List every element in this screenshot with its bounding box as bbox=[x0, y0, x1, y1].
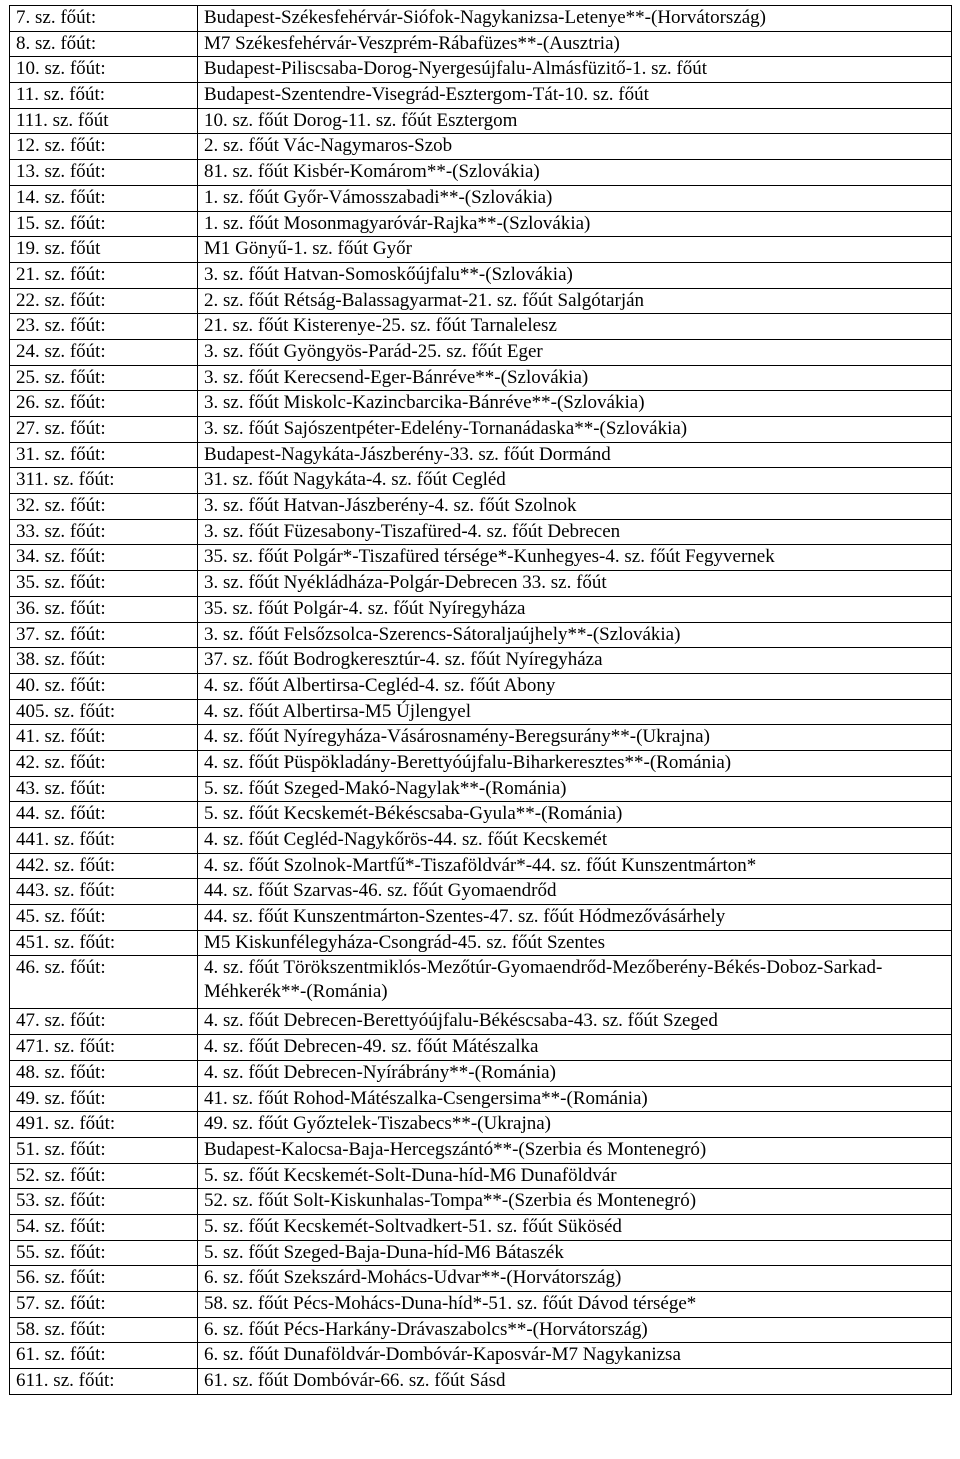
road-number-cell: 13. sz. főút: bbox=[10, 160, 198, 186]
table-row bbox=[10, 1369, 952, 1395]
table-row bbox=[10, 545, 952, 571]
table-row bbox=[10, 1317, 952, 1343]
table-row bbox=[10, 288, 952, 314]
route-description-cell: 3. sz. főút Füzesabony-Tiszafüred-4. sz. főút Debrecen bbox=[198, 519, 952, 545]
route-description-cell: 5. sz. főút Kecskemét-Soltvadkert-51. sz. főút Süköséd bbox=[198, 1214, 952, 1240]
road-number-cell: 40. sz. főút: bbox=[10, 673, 198, 699]
route-description-cell: 3. sz. főút Nyékládháza-Polgár-Debrecen 33. sz. főút bbox=[198, 571, 952, 597]
route-description-cell: M1 Gönyű-1. sz. főút Győr bbox=[198, 237, 952, 263]
table-row bbox=[10, 314, 952, 340]
road-number-cell: 611. sz. főút: bbox=[10, 1369, 198, 1395]
route-description-cell: 5. sz. főút Szeged-Baja-Duna-híd-M6 Bátaszék bbox=[198, 1240, 952, 1266]
table-row bbox=[10, 31, 952, 57]
road-number-cell: 311. sz. főút: bbox=[10, 468, 198, 494]
road-number-cell: 441. sz. főút: bbox=[10, 828, 198, 854]
table-row bbox=[10, 160, 952, 186]
route-description-cell: 35. sz. főút Polgár*-Tiszafüred térsége*-Kunhegyes-4. sz. főút Fegyvernek bbox=[198, 545, 952, 571]
route-description-cell: 37. sz. főút Bodrogkeresztúr-4. sz. főút Nyíregyháza bbox=[198, 648, 952, 674]
road-routes-table bbox=[9, 5, 952, 1395]
road-number-cell: 43. sz. főút: bbox=[10, 776, 198, 802]
table-row bbox=[10, 622, 952, 648]
road-number-cell: 48. sz. főút: bbox=[10, 1060, 198, 1086]
table-row bbox=[10, 673, 952, 699]
road-number-cell: 11. sz. főút: bbox=[10, 83, 198, 109]
route-description-cell: 5. sz. főút Szeged-Makó-Nagylak**-(Románia) bbox=[198, 776, 952, 802]
road-number-cell: 451. sz. főút: bbox=[10, 930, 198, 956]
route-description-cell: 3. sz. főút Felsőzsolca-Szerencs-Sátoraljaújhely**-(Szlovákia) bbox=[198, 622, 952, 648]
road-number-cell: 51. sz. főút: bbox=[10, 1137, 198, 1163]
road-number-cell: 31. sz. főút: bbox=[10, 442, 198, 468]
table-row bbox=[10, 596, 952, 622]
road-number-cell: 405. sz. főút: bbox=[10, 699, 198, 725]
route-description-cell: 41. sz. főút Rohod-Mátészalka-Csengersima**-(Románia) bbox=[198, 1086, 952, 1112]
route-description-cell: Budapest-Nagykáta-Jászberény-33. sz. főút Dormánd bbox=[198, 442, 952, 468]
road-number-cell: 57. sz. főút: bbox=[10, 1292, 198, 1318]
table-row bbox=[10, 57, 952, 83]
table-row bbox=[10, 339, 952, 365]
road-number-cell: 25. sz. főút: bbox=[10, 365, 198, 391]
route-description-cell: 4. sz. főút Püspökladány-Berettyóújfalu-Biharkeresztes**-(Románia) bbox=[198, 750, 952, 776]
table-row bbox=[10, 1086, 952, 1112]
route-description-cell: 21. sz. főút Kisterenye-25. sz. főút Tarnalelesz bbox=[198, 314, 952, 340]
table-row bbox=[10, 853, 952, 879]
table-row bbox=[10, 237, 952, 263]
table-row bbox=[10, 879, 952, 905]
road-number-cell: 24. sz. főút: bbox=[10, 339, 198, 365]
table-row bbox=[10, 442, 952, 468]
route-description-cell: 5. sz. főút Kecskemét-Békéscsaba-Gyula**-(Románia) bbox=[198, 802, 952, 828]
road-number-cell: 42. sz. főút: bbox=[10, 750, 198, 776]
route-description-cell: 5. sz. főút Kecskemét-Solt-Duna-híd-M6 Dunaföldvár bbox=[198, 1163, 952, 1189]
table-row bbox=[10, 648, 952, 674]
road-number-cell: 21. sz. főút: bbox=[10, 262, 198, 288]
table-row bbox=[10, 571, 952, 597]
route-description-cell: 3. sz. főút Gyöngyös-Parád-25. sz. főút Eger bbox=[198, 339, 952, 365]
table-row bbox=[10, 1240, 952, 1266]
road-number-cell: 54. sz. főút: bbox=[10, 1214, 198, 1240]
route-description-cell: Budapest-Szentendre-Visegrád-Esztergom-Tát-10. sz. főút bbox=[198, 83, 952, 109]
table-row bbox=[10, 1214, 952, 1240]
table-row bbox=[10, 468, 952, 494]
route-description-cell: 6. sz. főút Szekszárd-Mohács-Udvar**-(Horvátország) bbox=[198, 1266, 952, 1292]
route-description-cell: 4. sz. főút Debrecen-Nyírábrány**-(Románia) bbox=[198, 1060, 952, 1086]
table-row bbox=[10, 134, 952, 160]
route-description-cell: Budapest-Székesfehérvár-Siófok-Nagykanizsa-Letenye**-(Horvátország) bbox=[198, 6, 952, 32]
route-description-cell: 4. sz. főút Albertirsa-M5 Újlengyel bbox=[198, 699, 952, 725]
route-description-cell: 58. sz. főút Pécs-Mohács-Duna-híd*-51. sz. főút Dávod térsége* bbox=[198, 1292, 952, 1318]
table-row bbox=[10, 391, 952, 417]
table-row bbox=[10, 956, 952, 1009]
route-description-cell: 44. sz. főút Kunszentmárton-Szentes-47. sz. főút Hódmezővásárhely bbox=[198, 905, 952, 931]
road-number-cell: 19. sz. főút bbox=[10, 237, 198, 263]
route-description-cell: 4. sz. főút Törökszentmiklós-Mezőtúr-Gyomaendrőd-Mezőberény-Békés-Doboz-Sarkad-Méhkerék**-(Románia) bbox=[198, 956, 952, 1009]
road-number-cell: 46. sz. főút: bbox=[10, 956, 198, 1009]
route-description-cell: 1. sz. főút Mosonmagyaróvár-Rajka**-(Szlovákia) bbox=[198, 211, 952, 237]
road-number-cell: 61. sz. főút: bbox=[10, 1343, 198, 1369]
road-number-cell: 49. sz. főút: bbox=[10, 1086, 198, 1112]
route-description-cell: M7 Székesfehérvár-Veszprém-Rábafüzes**-(Ausztria) bbox=[198, 31, 952, 57]
route-description-cell: 44. sz. főút Szarvas-46. sz. főút Gyomaendrőd bbox=[198, 879, 952, 905]
route-description-cell: 1. sz. főút Győr-Vámosszabadi**-(Szlovákia) bbox=[198, 185, 952, 211]
road-number-cell: 47. sz. főút: bbox=[10, 1009, 198, 1035]
table-row bbox=[10, 6, 952, 32]
table-row bbox=[10, 417, 952, 443]
table-row bbox=[10, 262, 952, 288]
road-number-cell: 443. sz. főút: bbox=[10, 879, 198, 905]
table-row bbox=[10, 1112, 952, 1138]
road-number-cell: 32. sz. főút: bbox=[10, 494, 198, 520]
route-description-cell: 6. sz. főút Dunaföldvár-Dombóvár-Kaposvár-M7 Nagykanizsa bbox=[198, 1343, 952, 1369]
road-number-cell: 53. sz. főút: bbox=[10, 1189, 198, 1215]
table-row bbox=[10, 1343, 952, 1369]
road-number-cell: 26. sz. főút: bbox=[10, 391, 198, 417]
road-number-cell: 56. sz. főút: bbox=[10, 1266, 198, 1292]
route-description-cell: 3. sz. főút Miskolc-Kazincbarcika-Bánréve**-(Szlovákia) bbox=[198, 391, 952, 417]
road-number-cell: 10. sz. főút: bbox=[10, 57, 198, 83]
road-number-cell: 41. sz. főút: bbox=[10, 725, 198, 751]
route-description-cell: 81. sz. főút Kisbér-Komárom**-(Szlovákia) bbox=[198, 160, 952, 186]
table-row bbox=[10, 108, 952, 134]
road-number-cell: 7. sz. főút: bbox=[10, 6, 198, 32]
route-description-cell: 3. sz. főút Hatvan-Somoskőújfalu**-(Szlovákia) bbox=[198, 262, 952, 288]
route-description-cell: 49. sz. főút Győztelek-Tiszabecs**-(Ukrajna) bbox=[198, 1112, 952, 1138]
table-row bbox=[10, 83, 952, 109]
table-row bbox=[10, 930, 952, 956]
road-number-cell: 491. sz. főút: bbox=[10, 1112, 198, 1138]
route-description-cell: M5 Kiskunfélegyháza-Csongrád-45. sz. főút Szentes bbox=[198, 930, 952, 956]
table-row bbox=[10, 185, 952, 211]
route-description-cell: 52. sz. főút Solt-Kiskunhalas-Tompa**-(Szerbia és Montenegró) bbox=[198, 1189, 952, 1215]
table-row bbox=[10, 1035, 952, 1061]
road-number-cell: 38. sz. főút: bbox=[10, 648, 198, 674]
road-number-cell: 33. sz. főút: bbox=[10, 519, 198, 545]
table-row bbox=[10, 1137, 952, 1163]
road-number-cell: 34. sz. főút: bbox=[10, 545, 198, 571]
route-description-cell: Budapest-Kalocsa-Baja-Hercegszántó**-(Szerbia és Montenegró) bbox=[198, 1137, 952, 1163]
route-description-cell: Budapest-Piliscsaba-Dorog-Nyergesújfalu-Almásfüzitő-1. sz. főút bbox=[198, 57, 952, 83]
table-row bbox=[10, 494, 952, 520]
route-description-cell: 35. sz. főút Polgár-4. sz. főút Nyíregyháza bbox=[198, 596, 952, 622]
route-description-cell: 4. sz. főút Debrecen-Berettyóújfalu-Békéscsaba-43. sz. főút Szeged bbox=[198, 1009, 952, 1035]
route-description-cell: 10. sz. főút Dorog-11. sz. főút Esztergom bbox=[198, 108, 952, 134]
road-number-cell: 58. sz. főút: bbox=[10, 1317, 198, 1343]
table-row bbox=[10, 750, 952, 776]
table-body bbox=[10, 6, 952, 1395]
route-description-cell: 4. sz. főút Cegléd-Nagykőrös-44. sz. főút Kecskemét bbox=[198, 828, 952, 854]
table-row bbox=[10, 1189, 952, 1215]
table-row bbox=[10, 828, 952, 854]
table-row bbox=[10, 211, 952, 237]
route-description-cell: 61. sz. főút Dombóvár-66. sz. főút Sásd bbox=[198, 1369, 952, 1395]
route-description-cell: 4. sz. főút Albertirsa-Cegléd-4. sz. főút Abony bbox=[198, 673, 952, 699]
table-row bbox=[10, 905, 952, 931]
table-row bbox=[10, 1292, 952, 1318]
route-description-cell: 31. sz. főút Nagykáta-4. sz. főút Cegléd bbox=[198, 468, 952, 494]
table-row bbox=[10, 1163, 952, 1189]
table-row bbox=[10, 365, 952, 391]
road-number-cell: 27. sz. főút: bbox=[10, 417, 198, 443]
table-row bbox=[10, 519, 952, 545]
road-number-cell: 36. sz. főút: bbox=[10, 596, 198, 622]
road-number-cell: 442. sz. főút: bbox=[10, 853, 198, 879]
road-number-cell: 23. sz. főút: bbox=[10, 314, 198, 340]
road-number-cell: 55. sz. főút: bbox=[10, 1240, 198, 1266]
route-description-cell: 3. sz. főút Sajószentpéter-Edelény-Tornanádaska**-(Szlovákia) bbox=[198, 417, 952, 443]
road-number-cell: 12. sz. főút: bbox=[10, 134, 198, 160]
route-description-cell: 4. sz. főút Nyíregyháza-Vásárosnamény-Beregsurány**-(Ukrajna) bbox=[198, 725, 952, 751]
table-row bbox=[10, 1009, 952, 1035]
road-number-cell: 52. sz. főút: bbox=[10, 1163, 198, 1189]
table-row bbox=[10, 725, 952, 751]
road-number-cell: 44. sz. főút: bbox=[10, 802, 198, 828]
table-row bbox=[10, 802, 952, 828]
road-number-cell: 471. sz. főút: bbox=[10, 1035, 198, 1061]
table-row bbox=[10, 1060, 952, 1086]
road-number-cell: 45. sz. főút: bbox=[10, 905, 198, 931]
road-number-cell: 35. sz. főút: bbox=[10, 571, 198, 597]
road-number-cell: 111. sz. főút bbox=[10, 108, 198, 134]
route-description-cell: 2. sz. főút Vác-Nagymaros-Szob bbox=[198, 134, 952, 160]
route-description-cell: 2. sz. főút Rétság-Balassagyarmat-21. sz. főút Salgótarján bbox=[198, 288, 952, 314]
route-description-cell: 3. sz. főút Kerecsend-Eger-Bánréve**-(Szlovákia) bbox=[198, 365, 952, 391]
table-row bbox=[10, 699, 952, 725]
route-description-cell: 4. sz. főút Debrecen-49. sz. főút Mátészalka bbox=[198, 1035, 952, 1061]
route-description-cell: 4. sz. főút Szolnok-Martfű*-Tiszaföldvár*-44. sz. főút Kunszentmárton* bbox=[198, 853, 952, 879]
road-number-cell: 8. sz. főút: bbox=[10, 31, 198, 57]
road-number-cell: 37. sz. főút: bbox=[10, 622, 198, 648]
route-description-cell: 6. sz. főút Pécs-Harkány-Drávaszabolcs**-(Horvátország) bbox=[198, 1317, 952, 1343]
road-number-cell: 22. sz. főút: bbox=[10, 288, 198, 314]
road-number-cell: 14. sz. főút: bbox=[10, 185, 198, 211]
table-row bbox=[10, 776, 952, 802]
road-number-cell: 15. sz. főút: bbox=[10, 211, 198, 237]
table-row bbox=[10, 1266, 952, 1292]
route-description-cell: 3. sz. főút Hatvan-Jászberény-4. sz. főút Szolnok bbox=[198, 494, 952, 520]
